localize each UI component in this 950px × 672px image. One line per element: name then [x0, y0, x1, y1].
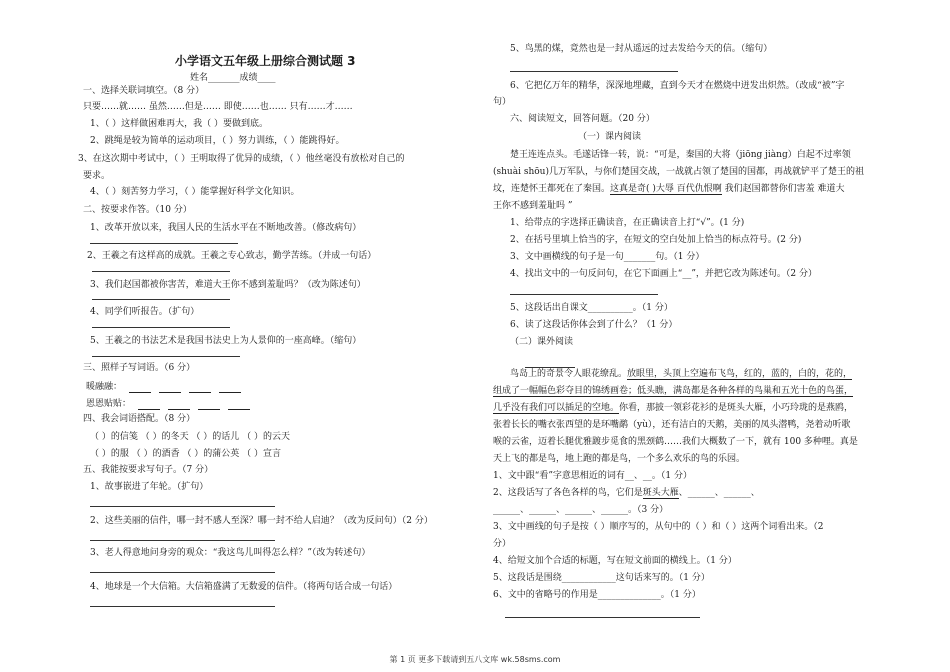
- s3-example-2: [86, 398, 250, 410]
- passage-2-line-1: [510, 368, 852, 380]
- s1-question-1: 1、（ ）这样做困难再大，我（ ）要做到底。: [90, 119, 268, 129]
- passage-1-line-4: 王你不感到羞耻吗 ”: [493, 201, 573, 211]
- word-blank[interactable]: [168, 399, 190, 410]
- s3-example-1-word: 暖融融：: [86, 382, 123, 392]
- s2-question-2: 2、王羲之有这样高的成就。王羲之专心致志，勤学苦练。（并成一句话）: [87, 251, 377, 261]
- word-blank[interactable]: [138, 399, 160, 410]
- answer-line[interactable]: [92, 271, 230, 272]
- answer-line[interactable]: [90, 243, 238, 244]
- r2-question-1: 1、文中跟“看”字意思相近的词有__、__。（1 分）: [493, 471, 693, 481]
- subsection-in-class: （一）课内阅读: [578, 132, 642, 142]
- r2-question-2-cont: ______、______、______、______。（3 分）: [493, 505, 669, 515]
- answer-line[interactable]: [510, 294, 658, 295]
- r1-question-3: 3、文中画横线的句子是一句_______句。（1 分）: [510, 252, 705, 262]
- section-5-heading: 五、我能按要求写句子。（7 分）: [83, 465, 214, 475]
- section-6-heading: 六、阅读短文，回答问题。（20 分）: [510, 114, 655, 124]
- r1-question-4: 4、找出文中的一句反问句，在它下面画上“__”，并把它改为陈述句。（2 分）: [510, 269, 818, 279]
- underlined-sentence-cont: 组成了一幅幅色彩夺目的锦绣画卷；低头瞧，满岛都是各种各样的鸟巢和五光十色的鸟蛋，: [493, 386, 854, 396]
- r-question-5: 5、鸟黑的煤，竟然也是一封从遥远的过去发给今天的信。（缩句）: [510, 44, 773, 54]
- passage-2-line-3: [493, 402, 853, 414]
- r2-question-3-cont: 分）: [493, 539, 512, 549]
- r2-question-2-text: 2、这段话写了各色各样的鸟，它们是: [493, 488, 643, 498]
- r1-question-5: 5、这段话出自课文__________。（1 分）: [510, 303, 673, 313]
- s5-question-4: 4、地球是一个大信箱。大信箱盛满了无数爱的信件。（将两句话合成一句话）: [90, 582, 398, 592]
- section-4-heading: 四、我会词语搭配。（8 分）: [83, 414, 196, 424]
- s4-row-2: （ ）的服 （ ）的酒香 （ ）的蒲公英 （ ）宣言: [90, 449, 282, 459]
- answer-line[interactable]: [92, 356, 240, 357]
- s2-question-4: 4、同学们听报告。（扩句）: [90, 307, 200, 317]
- word-blank[interactable]: [189, 382, 211, 393]
- passage-2-line-6: 天上飞的都是鸟，地上跑的都是鸟，一个多么欢乐的鸟的乐园。: [493, 454, 746, 464]
- word-blank[interactable]: [159, 382, 181, 393]
- s3-example-2-word: 恩恩贴贴：: [86, 399, 132, 409]
- passage-1-text-tail: 我们赵国都替你们害羞 难道大: [721, 184, 845, 194]
- word-blank[interactable]: [219, 382, 241, 393]
- r2-question-4: 4、给短文加个合适的标题，写在短文前面的横线上。（1 分）: [493, 556, 737, 566]
- underlined-sentence: 这真是奇( )大辱: [610, 184, 674, 194]
- word-blank[interactable]: [129, 382, 151, 393]
- s1-question-2: 2、跳绳是较为简单的运动项目，（ ）努力训练，（ ）能跳得好。: [90, 136, 345, 146]
- subsection-extra: （二）课外阅读: [510, 337, 574, 347]
- r1-question-2: 2、在括号里填上恰当的字，在短文的空白处加上恰当的标点符号。(2 分): [510, 235, 802, 245]
- passage-1-text: 坟，连楚怀王都死在了秦国。: [493, 184, 611, 194]
- answer-line[interactable]: [90, 606, 275, 607]
- r2-question-3: 3、文中画线的句子是按（ ）顺序写的，从句中的（ ）和（ ）这两个词看出来。（2: [493, 522, 824, 532]
- s1-question-3-cont: 要求。: [83, 171, 111, 181]
- answer-line[interactable]: [505, 617, 700, 618]
- r2-question-2-blanks: 、______、______、: [678, 488, 760, 498]
- s5-question-2: 2、这些美丽的信件，哪一封不感人至深？哪一封不给人启迪？（改为反问句）（2 分）: [90, 516, 433, 526]
- underlined-sentence-end: 几乎没有我们可以插足的空地。: [493, 403, 620, 413]
- section-3-heading: 三、照样子写词语。（6 分）: [83, 363, 196, 373]
- passage-2-line-5: 喉的云雀，迈着长腿优雅踱步觅食的黑颈鹤……我们大概数了一下，就有 100 多种哩。真是: [493, 437, 858, 447]
- r2-question-2: [493, 487, 760, 499]
- s3-example-1: [86, 381, 241, 393]
- s2-question-3: 3、我们赵国都被你害苦，难道大王你不感到羞耻吗？（改为陈述句）: [90, 280, 366, 290]
- r2-question-6: 6、文中的省略号的作用是______________。（1 分）: [493, 590, 701, 600]
- section-1-heading: 一、选择关联词填空。（8 分）: [83, 86, 205, 96]
- answer-line[interactable]: [90, 572, 275, 573]
- r2-question-5: 5、这段话是围绕____________这句话来写的。（1 分）: [493, 573, 710, 583]
- passage-2-text: 鸟岛上的奇景令人眼花缭乱。: [510, 369, 628, 379]
- underlined-sentence-cont: 百代仇恨啊: [673, 184, 722, 194]
- answer-line[interactable]: [92, 299, 230, 300]
- s2-question-5: 5、王羲之的书法艺术是我国书法史上为人景仰的一座高峰。（缩句）: [90, 336, 362, 346]
- passage-1-line-2: (shuài shōu)几万军队，与你们楚国交战，一战就占领了楚国的国都，再战就铲平了楚王的祖: [493, 167, 864, 177]
- passage-1-line-1: 楚王连连点头。毛遂话锋一转，说：“可是，秦国的大将（jiōng jiàng）白起不过率领: [510, 150, 851, 160]
- name-score-line: 姓名_______成绩____: [190, 73, 276, 83]
- r-question-6-cont: 句）: [493, 97, 512, 107]
- s5-question-1: 1、故事嵌进了年轮。（扩句）: [90, 482, 209, 492]
- passage-2-line-4: 张着长长的嘴衣张西望的是环嘴鹬（yù），还有洁白的天鹅，美丽的凤头潜鸭，尧着动听歌: [493, 420, 851, 430]
- passage-2-line-2: [493, 385, 853, 397]
- s1-question-3: 3、在这次期中考试中，（ ）王明取得了优异的成绩，（ ）他丝毫没有放松对自己的: [78, 154, 405, 164]
- s2-question-1: 1、改革开放以来，我国人民的生活水平在不断地改善。（修改病句）: [90, 223, 362, 233]
- answer-line[interactable]: [90, 540, 275, 541]
- s1-question-4: 4、（ ）刻苦努力学习，（ ）能掌握好科学文化知识。: [90, 187, 300, 197]
- answer-line[interactable]: [92, 327, 230, 328]
- answer-line[interactable]: [510, 71, 678, 72]
- r-question-6: 6、它把亿万年的精华，深深地埋藏，直到今天才在燃烧中迸发出炽然。（改成“被”字: [510, 81, 845, 91]
- r1-question-6: 6、读了这段话你体会到了什么？（1 分）: [510, 320, 678, 330]
- word-blank[interactable]: [228, 399, 250, 410]
- answer-line[interactable]: [90, 506, 275, 507]
- passage-2-text-cont: 你看，那披一领彩花衫的是斑头大雁，小巧玲珑的是燕鸥，: [619, 403, 854, 413]
- r1-question-1: 1、给带点的字选择正确读音，在正确读音上打“√”。(1 分): [510, 218, 745, 228]
- conjunction-options: 只要……就…… 虽然……但是…… 即使……也…… 只有……才……: [83, 102, 353, 112]
- underlined-sentence: 放眼里，头顶上空遍布飞鸟，红的，蓝的，白的，花的，: [627, 369, 853, 379]
- s4-row-1: （ ）的信笺 （ ）的冬天 （ ）的话儿 （ ）的云天: [90, 432, 291, 442]
- page-footer: 第 1 页 更多下载请到五八文库 wk.58sms.com: [389, 655, 561, 664]
- s5-question-3: 3、老人得意地问身旁的观众：“我这鸟儿叫得怎么样？”（改为转述句）: [90, 548, 371, 558]
- example-answer: 斑头大雁: [642, 488, 679, 498]
- word-blank[interactable]: [198, 399, 220, 410]
- section-2-heading: 二、按要求作答。（10 分）: [83, 205, 192, 215]
- page-title: 小学语文五年级上册综合测试题 3: [175, 54, 356, 68]
- passage-1-line-3: [493, 183, 845, 195]
